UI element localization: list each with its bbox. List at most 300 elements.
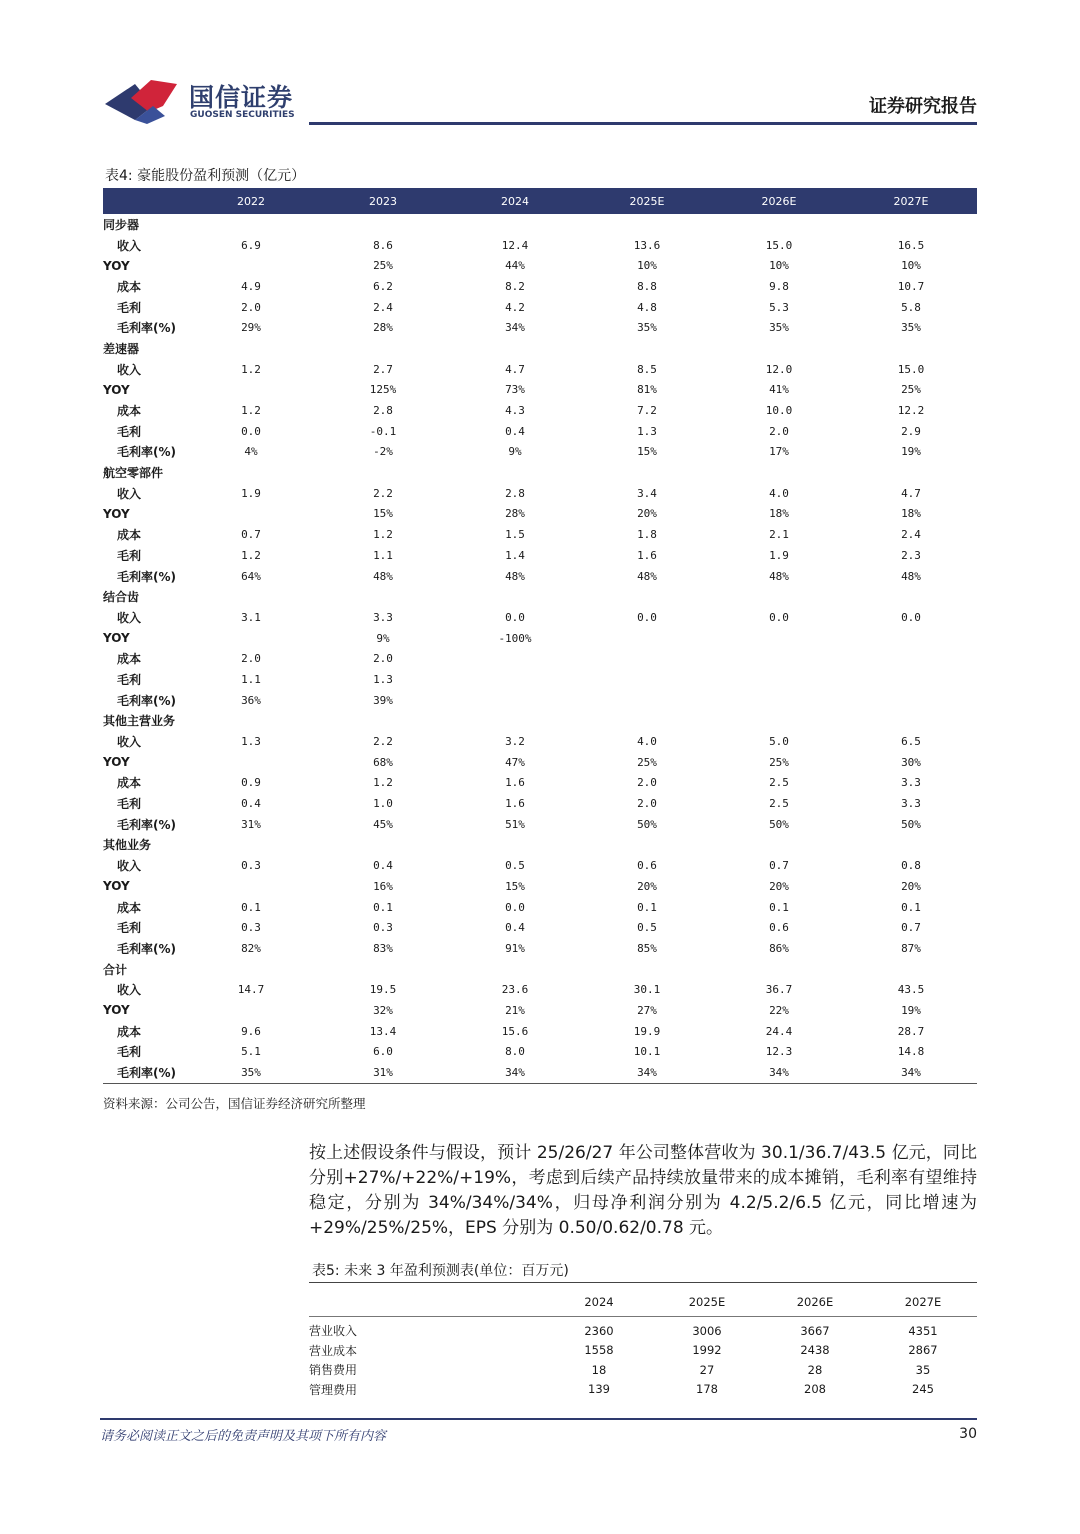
table-cell: 50% (769, 817, 789, 831)
guosen-logo (105, 76, 305, 128)
table-cell: 0.6 (637, 859, 657, 873)
column-header: 2026E (713, 188, 845, 214)
table-row (103, 1062, 977, 1083)
table-cell: 1.2 (241, 362, 261, 376)
table-cell: 9.8 (769, 279, 789, 293)
row-label: 毛利率(%) (117, 941, 176, 956)
table-cell (185, 876, 317, 897)
table4-body (103, 214, 977, 1083)
table-cell: 12.0 (765, 362, 793, 376)
segment-label: 结合齿 (103, 590, 140, 605)
table-cell (317, 338, 449, 359)
table-cell: 2.4 (901, 528, 921, 542)
column-header-blank (309, 1288, 545, 1317)
profit-forecast-table (103, 188, 977, 1084)
table-cell: 1.3 (373, 672, 393, 686)
table-cell: 1.1 (373, 548, 393, 562)
table-cell: 48% (637, 569, 657, 583)
row-label: 成本 (117, 404, 142, 419)
table-cell: 31% (241, 817, 261, 831)
table-cell: 16% (373, 879, 393, 893)
table-cell: 2.7 (373, 362, 393, 376)
segment-label: 其他主营业务 (103, 714, 176, 729)
table-cell: 0.8 (901, 859, 921, 873)
table-cell (185, 711, 317, 732)
column-header: 2024 (449, 188, 581, 214)
row-label: 营业成本 (309, 1343, 358, 1358)
table-cell (713, 648, 845, 669)
table-group-row (103, 959, 977, 980)
table-row (103, 814, 977, 835)
table-cell: 1.2 (373, 528, 393, 542)
table-cell: 9.6 (241, 1024, 261, 1038)
table-cell (713, 690, 845, 711)
table-cell: 16.5 (897, 238, 925, 252)
table-cell: 43.5 (897, 983, 925, 997)
table-cell: 21% (505, 1003, 525, 1017)
row-label: 收入 (117, 859, 142, 874)
table-cell (845, 214, 977, 235)
three-year-forecast-table (309, 1288, 977, 1399)
row-label: 销售费用 (309, 1363, 358, 1378)
table-cell: 1.6 (505, 797, 525, 811)
table-cell (581, 462, 713, 483)
table-cell (317, 462, 449, 483)
table-cell: 34% (449, 1062, 581, 1083)
table-row (103, 524, 977, 545)
row-label: 收入 (117, 610, 142, 625)
table-cell: 1992 (692, 1343, 722, 1358)
table-row (103, 297, 977, 318)
table-cell: 28% (373, 321, 393, 335)
row-label: YOY (103, 755, 130, 770)
table-row (103, 917, 977, 938)
table-cell: 5.8 (901, 300, 921, 314)
row-label: 毛利率(%) (103, 1062, 185, 1083)
table-cell (185, 255, 317, 276)
table-cell: 85% (637, 941, 657, 955)
table-cell: 44% (505, 259, 525, 273)
table5-body (309, 1317, 977, 1400)
table-group-row (103, 338, 977, 359)
table-cell: 83% (373, 941, 393, 955)
table-row (103, 690, 977, 711)
table-cell: 29% (241, 321, 261, 335)
table-cell: 1.4 (505, 548, 525, 562)
table-cell (845, 669, 977, 690)
table-row (103, 359, 977, 380)
column-header: 2023 (317, 188, 449, 214)
table-group-row (103, 462, 977, 483)
row-label: 毛利 (117, 424, 142, 439)
table-cell: 45% (373, 817, 393, 831)
table-cell: 22% (769, 1003, 789, 1017)
table-cell: 12.2 (897, 404, 925, 418)
table-cell: 1.3 (637, 424, 657, 438)
segment-label: 航空零部件 (103, 466, 164, 481)
table-cell: 35% (637, 321, 657, 335)
table-cell: 3006 (692, 1323, 722, 1338)
row-label: YOY (103, 382, 130, 397)
table-cell: 6.0 (373, 1045, 393, 1059)
table-row (103, 938, 977, 959)
table-row (103, 504, 977, 525)
table-cell: 4.7 (505, 362, 525, 376)
table-cell: 28% (505, 507, 525, 521)
table-cell: 0.0 (901, 610, 921, 624)
table-cell: 9% (376, 631, 390, 645)
table-group-row (103, 214, 977, 235)
table-cell: 91% (505, 941, 525, 955)
table-row (309, 1317, 977, 1341)
table-cell (185, 835, 317, 856)
table-cell (449, 648, 581, 669)
table-cell: 4.8 (637, 300, 657, 314)
table-cell: 25% (637, 755, 657, 769)
table-group-row (103, 586, 977, 607)
table-row (103, 235, 977, 256)
table-cell: 2.9 (901, 424, 921, 438)
table-row (103, 442, 977, 463)
table-row (103, 897, 977, 918)
table-cell: 0.4 (241, 797, 261, 811)
disclaimer-text: 请务必阅读正文之后的免责声明及其项下所有内容 (100, 1429, 387, 1444)
table-cell: 39% (373, 693, 393, 707)
table-cell (581, 586, 713, 607)
table4-title: 表4: 豪能股份盈利预测（亿元） (105, 168, 306, 184)
table-cell: 19.9 (633, 1024, 661, 1038)
table-cell (713, 462, 845, 483)
table-cell (449, 669, 581, 690)
table-row (103, 979, 977, 1000)
table-cell: 82% (241, 941, 261, 955)
table-row (103, 255, 977, 276)
row-label: 成本 (117, 776, 142, 791)
table-cell (845, 586, 977, 607)
table-cell: 8.0 (505, 1045, 525, 1059)
table-cell: 2.8 (373, 404, 393, 418)
table-cell (845, 690, 977, 711)
table-cell (317, 959, 449, 980)
table-cell: 50% (901, 817, 921, 831)
table-row (103, 669, 977, 690)
table-row (103, 317, 977, 338)
table-cell: 6.2 (373, 279, 393, 293)
row-label: YOY (103, 631, 130, 646)
table-cell: 25% (901, 383, 921, 397)
table-cell: 28.7 (897, 1024, 925, 1038)
page-number: 30 (959, 1426, 977, 1442)
table-cell: 8.5 (637, 362, 657, 376)
table-cell (845, 628, 977, 649)
table-row (103, 648, 977, 669)
table-cell: 1.2 (241, 548, 261, 562)
table-cell: 73% (505, 383, 525, 397)
table-cell: 51% (505, 817, 525, 831)
table-cell: 3.3 (901, 797, 921, 811)
table-cell: 4.7 (901, 486, 921, 500)
table-cell: 19% (901, 1003, 921, 1017)
table-cell: 12.3 (765, 1045, 793, 1059)
table-row (103, 380, 977, 401)
row-label: YOY (103, 506, 130, 521)
table-cell: 19.5 (369, 983, 397, 997)
table-cell: 48% (373, 569, 393, 583)
table-cell (185, 1000, 317, 1021)
table-cell (185, 752, 317, 773)
table-cell: 0.9 (241, 776, 261, 790)
table-cell: 15.0 (897, 362, 925, 376)
row-label: 成本 (117, 900, 142, 915)
table-cell: 0.0 (505, 610, 525, 624)
table-cell (845, 462, 977, 483)
table-cell: 0.5 (505, 859, 525, 873)
table-cell: 0.1 (373, 900, 393, 914)
table-cell: 10.0 (765, 404, 793, 418)
table-cell: 10% (769, 259, 789, 273)
table-cell: 1.2 (241, 404, 261, 418)
table-row (309, 1380, 977, 1400)
table-cell: 25% (769, 755, 789, 769)
table-row (103, 421, 977, 442)
table-cell: 48% (505, 569, 525, 583)
table-cell: 35% (185, 1062, 317, 1083)
table-cell: 4351 (908, 1323, 938, 1338)
row-label: 毛利 (117, 921, 142, 936)
table-cell: 0.3 (241, 921, 261, 935)
table-cell: 3667 (800, 1323, 830, 1338)
table-cell: -2% (373, 445, 393, 459)
row-label: 收入 (117, 238, 142, 253)
table-row (103, 566, 977, 587)
table4-source-note: 资料来源：公司公告，国信证券经济研究所整理 (103, 1096, 366, 1111)
table-cell: 36.7 (765, 983, 793, 997)
column-header-blank (103, 188, 185, 214)
row-label: YOY (103, 258, 130, 273)
table-cell (185, 338, 317, 359)
segment-label: 同步器 (103, 217, 140, 232)
table-cell: 8.6 (373, 238, 393, 252)
table-cell: 4.0 (769, 486, 789, 500)
table-cell: 15.6 (501, 1024, 529, 1038)
logo-text-cn: 国信证券 (189, 83, 294, 112)
segment-label: 差速器 (103, 341, 140, 356)
table-cell: 64% (241, 569, 261, 583)
table-cell: 20% (637, 507, 657, 521)
table-cell (449, 711, 581, 732)
table-cell (581, 338, 713, 359)
table5-title: 表5: 未来 3 年盈利预测表(单位：百万元) (312, 1263, 569, 1279)
column-header: 2025E (653, 1288, 761, 1317)
segment-label: 合计 (103, 962, 128, 977)
table-cell: 18% (769, 507, 789, 521)
table-cell: 8.2 (505, 279, 525, 293)
table-cell: 5.0 (769, 735, 789, 749)
table-cell: 10.7 (897, 279, 925, 293)
table-cell (449, 586, 581, 607)
table-cell (581, 628, 713, 649)
table-cell (713, 711, 845, 732)
table-cell: 17% (769, 445, 789, 459)
row-label: 收入 (117, 983, 142, 998)
table-cell (845, 711, 977, 732)
table-cell: 19% (901, 445, 921, 459)
table-cell: 0.1 (241, 900, 261, 914)
table-cell: 2360 (584, 1323, 614, 1338)
table-cell (581, 959, 713, 980)
table-cell (845, 648, 977, 669)
table-cell: 87% (901, 941, 921, 955)
table-cell: 1.1 (241, 672, 261, 686)
row-label: 毛利 (117, 797, 142, 812)
table-cell: 13.6 (633, 238, 661, 252)
row-label: 毛利 (117, 300, 142, 315)
table5-top-rule (309, 1282, 977, 1283)
table-cell (185, 586, 317, 607)
table-cell: 2438 (800, 1343, 830, 1358)
table-cell (581, 214, 713, 235)
table-header-row (309, 1288, 977, 1317)
table-cell (581, 711, 713, 732)
table-row (103, 793, 977, 814)
row-label: 成本 (117, 652, 142, 667)
table-cell: 0.1 (769, 900, 789, 914)
table-cell: 35% (769, 321, 789, 335)
table-cell: 34% (505, 321, 525, 335)
table-cell (449, 338, 581, 359)
table-cell: 15% (373, 507, 393, 521)
table-cell (845, 338, 977, 359)
table-cell: 139 (588, 1382, 610, 1397)
table-cell: 2.4 (373, 300, 393, 314)
row-label: 毛利率(%) (117, 569, 176, 584)
table-cell: -0.1 (369, 424, 397, 438)
row-label: YOY (103, 879, 130, 894)
table-cell (845, 835, 977, 856)
table-cell: 5.3 (769, 300, 789, 314)
table-row (103, 1042, 977, 1063)
table-cell (713, 959, 845, 980)
table-cell (317, 586, 449, 607)
table-cell: 0.1 (901, 900, 921, 914)
table-cell: 15% (505, 879, 525, 893)
table-cell: 24.4 (765, 1024, 793, 1038)
column-header: 2022 (185, 188, 317, 214)
table-cell: 2867 (908, 1343, 938, 1358)
table-cell: 0.7 (769, 859, 789, 873)
table-cell: 12.4 (501, 238, 529, 252)
row-label: 成本 (117, 528, 142, 543)
table-cell: 1.9 (241, 486, 261, 500)
table-cell (581, 648, 713, 669)
table-cell (713, 586, 845, 607)
table-cell (581, 835, 713, 856)
table-cell: 1.6 (637, 548, 657, 562)
table-cell (449, 690, 581, 711)
table-cell: 4.2 (505, 300, 525, 314)
table-cell: 0.1 (637, 900, 657, 914)
table-cell: 68% (373, 755, 393, 769)
table-cell (449, 462, 581, 483)
row-label: 毛利率(%) (117, 321, 176, 336)
table-cell: 2.3 (901, 548, 921, 562)
logo-text-en: GUOSEN SECURITIES (190, 110, 295, 120)
table-row (103, 752, 977, 773)
table-cell (581, 690, 713, 711)
row-label: 毛利率(%) (117, 693, 176, 708)
table-cell (845, 959, 977, 980)
table-cell: 35% (901, 321, 921, 335)
row-label: 成本 (117, 279, 142, 294)
table-cell (185, 380, 317, 401)
table-cell: 0.3 (373, 921, 393, 935)
table-row (103, 400, 977, 421)
row-label: 毛利率(%) (117, 445, 176, 460)
row-label: 收入 (117, 486, 142, 501)
table-cell: 27 (699, 1362, 715, 1377)
table-cell: 2.5 (769, 797, 789, 811)
table-cell: 2.8 (505, 486, 525, 500)
table-cell (185, 959, 317, 980)
table-cell: 14.7 (237, 983, 265, 997)
table-cell: 10% (901, 259, 921, 273)
table-cell: 4% (244, 445, 258, 459)
footer-divider (100, 1418, 977, 1420)
table-row (103, 1000, 977, 1021)
segment-label: 其他业务 (103, 838, 152, 853)
row-label: YOY (103, 1003, 130, 1018)
table-cell (713, 214, 845, 235)
table-row (103, 731, 977, 752)
table-cell: 36% (241, 693, 261, 707)
table-cell: 0.6 (769, 921, 789, 935)
table-cell: 0.0 (505, 900, 525, 914)
table-cell: 5.1 (241, 1045, 261, 1059)
logo-mark-icon (105, 76, 185, 126)
table-cell: 2.2 (373, 735, 393, 749)
table-cell (317, 835, 449, 856)
table-cell (185, 214, 317, 235)
table-cell: 208 (804, 1382, 826, 1397)
table-cell: 50% (637, 817, 657, 831)
table-cell: 2.0 (637, 776, 657, 790)
row-label: 毛利 (117, 1045, 142, 1060)
table-cell: 34% (845, 1062, 977, 1083)
table-cell: 2.0 (637, 797, 657, 811)
table-cell: 0.7 (901, 921, 921, 935)
table-cell: 18% (901, 507, 921, 521)
table-cell: 35 (915, 1362, 931, 1377)
table-cell (185, 504, 317, 525)
table-cell (449, 214, 581, 235)
table-row (103, 773, 977, 794)
table-cell: 178 (696, 1382, 718, 1397)
table-cell: 0.0 (637, 610, 657, 624)
table-cell (713, 338, 845, 359)
forecast-summary-paragraph: 按上述假设条件与假设，预计 25/26/27 年公司整体营收为 30.1/36.7/43.5 亿元，同比分别+27%/+22%/+19%，考虑到后续产品持续放量带来的成本摊销，毛利率有望维持稳定，分别为 34%/34%/34%，归母净利润分别为 4.2/5.2/6.5 亿元，同比增速为+29%/25%/25%，EPS 分别为 0.50/0.62/0.78 元。 (309, 1143, 977, 1238)
column-header: 2027E (845, 188, 977, 214)
table-cell: 13.4 (369, 1024, 397, 1038)
table-cell: 10.1 (633, 1045, 661, 1059)
table-cell: 2.0 (769, 424, 789, 438)
table-cell: 20% (901, 879, 921, 893)
table-cell: 32% (373, 1003, 393, 1017)
table-cell: 1.2 (373, 776, 393, 790)
column-header: 2025E (581, 188, 713, 214)
report-type-label: 证券研究报告 (869, 96, 977, 117)
row-label: 毛利 (117, 672, 142, 687)
table-row (103, 1021, 977, 1042)
